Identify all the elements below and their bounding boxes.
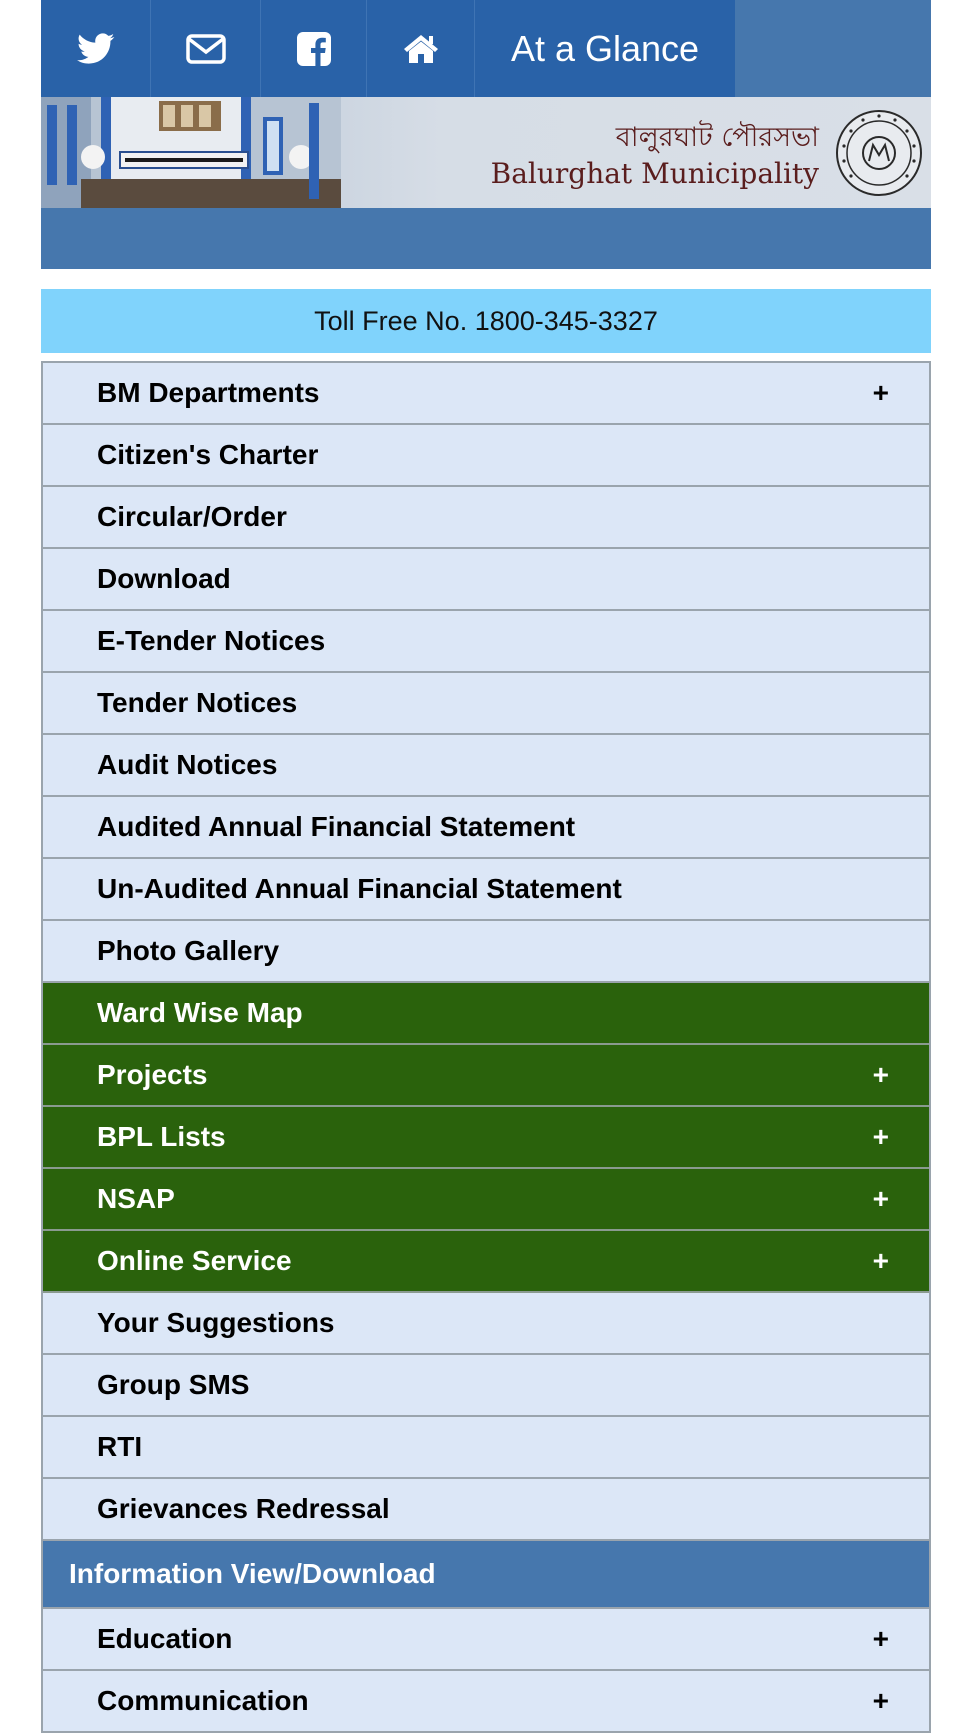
menu-item-online-service[interactable] xyxy=(43,1231,929,1293)
menu-item-label: E-Tender Notices xyxy=(97,625,326,656)
expand-plus-icon[interactable]: + xyxy=(872,1245,889,1276)
menu-item-audit-notices[interactable] xyxy=(43,735,929,797)
menu-item-nsap[interactable] xyxy=(43,1169,929,1231)
menu-item-circular-order[interactable] xyxy=(43,487,929,549)
menu-item-label: Grievances Redressal xyxy=(97,1493,390,1524)
twitter-icon[interactable] xyxy=(41,0,151,97)
menu-item-label: Group SMS xyxy=(97,1369,250,1400)
menu-item-label: Communication xyxy=(97,1685,309,1716)
menu-item-group-sms[interactable] xyxy=(43,1355,929,1417)
menu-item-grievances-redressal[interactable] xyxy=(43,1479,929,1541)
menu-item-ward-wise-map[interactable] xyxy=(43,983,929,1045)
page-wrapper xyxy=(41,0,931,1733)
menu-item-bm-departments[interactable] xyxy=(43,363,929,425)
municipality-seal-icon xyxy=(835,109,923,197)
menu-item-label: Projects xyxy=(97,1059,208,1090)
toll-free-number: Toll Free No. 1800-345-3327 xyxy=(41,289,931,353)
menu-item-label: Circular/Order xyxy=(97,501,287,532)
menu-item-your-suggestions[interactable] xyxy=(43,1293,929,1355)
menu-item-label: Audit Notices xyxy=(97,749,278,780)
facebook-icon[interactable] xyxy=(261,0,367,97)
section-information-view-download: Information View/Download xyxy=(43,1541,929,1609)
menu-item-education[interactable] xyxy=(43,1609,929,1671)
menu-item-projects[interactable] xyxy=(43,1045,929,1107)
menu-item-label: Citizen's Charter xyxy=(97,439,319,470)
menu-item-label: Photo Gallery xyxy=(97,935,280,966)
menu-item-communication[interactable] xyxy=(43,1671,929,1733)
menu-item-label: NSAP xyxy=(97,1183,175,1214)
menu-item-bpl-lists[interactable] xyxy=(43,1107,929,1169)
logo-english-title: Balurghat Municipality xyxy=(490,157,819,190)
menu-item-photo-gallery[interactable] xyxy=(43,921,929,983)
menu-item-label: Online Service xyxy=(97,1245,292,1276)
menu-item-unaudited-financial-statement[interactable] xyxy=(43,859,929,921)
menu-item-label: RTI xyxy=(97,1431,143,1462)
menu-item-label: Your Suggestions xyxy=(97,1307,335,1338)
home-icon[interactable] xyxy=(367,0,475,97)
menu-item-e-tender-notices[interactable] xyxy=(43,611,929,673)
menu-item-label: BPL Lists xyxy=(97,1121,226,1152)
menu-item-label: Education xyxy=(97,1623,233,1654)
expand-plus-icon[interactable]: + xyxy=(872,377,889,408)
expand-plus-icon[interactable]: + xyxy=(872,1623,889,1654)
top-bar xyxy=(41,0,931,97)
banner xyxy=(41,97,931,208)
menu-item-label: Un-Audited Annual Financial Statement xyxy=(97,873,622,904)
menu-item-label: Download xyxy=(97,563,231,594)
expand-plus-icon[interactable]: + xyxy=(872,1183,889,1214)
menu-item-label: Audited Annual Financial Statement xyxy=(97,811,576,842)
logo-bengali-title: বালুরঘাট পৌরসভা xyxy=(615,122,819,153)
top-bar-fill xyxy=(735,0,931,97)
menu-item-tender-notices[interactable] xyxy=(43,673,929,735)
menu-item-label: Ward Wise Map xyxy=(97,997,303,1028)
expand-plus-icon[interactable]: + xyxy=(872,1121,889,1152)
menu-item-download[interactable] xyxy=(43,549,929,611)
building-photo xyxy=(41,97,341,208)
side-menu xyxy=(41,361,931,1733)
menu-item-label: BM Departments xyxy=(97,377,320,408)
mail-icon[interactable] xyxy=(151,0,261,97)
menu-item-audited-financial-statement[interactable] xyxy=(43,797,929,859)
at-a-glance-link[interactable]: At a Glance xyxy=(510,27,700,69)
menu-item-citizens-charter[interactable] xyxy=(43,425,929,487)
expand-plus-icon[interactable]: + xyxy=(872,1685,889,1716)
blue-band xyxy=(41,208,931,269)
expand-plus-icon[interactable]: + xyxy=(872,1059,889,1090)
menu-item-label: Tender Notices xyxy=(97,687,298,718)
menu-item-rti[interactable] xyxy=(43,1417,929,1479)
